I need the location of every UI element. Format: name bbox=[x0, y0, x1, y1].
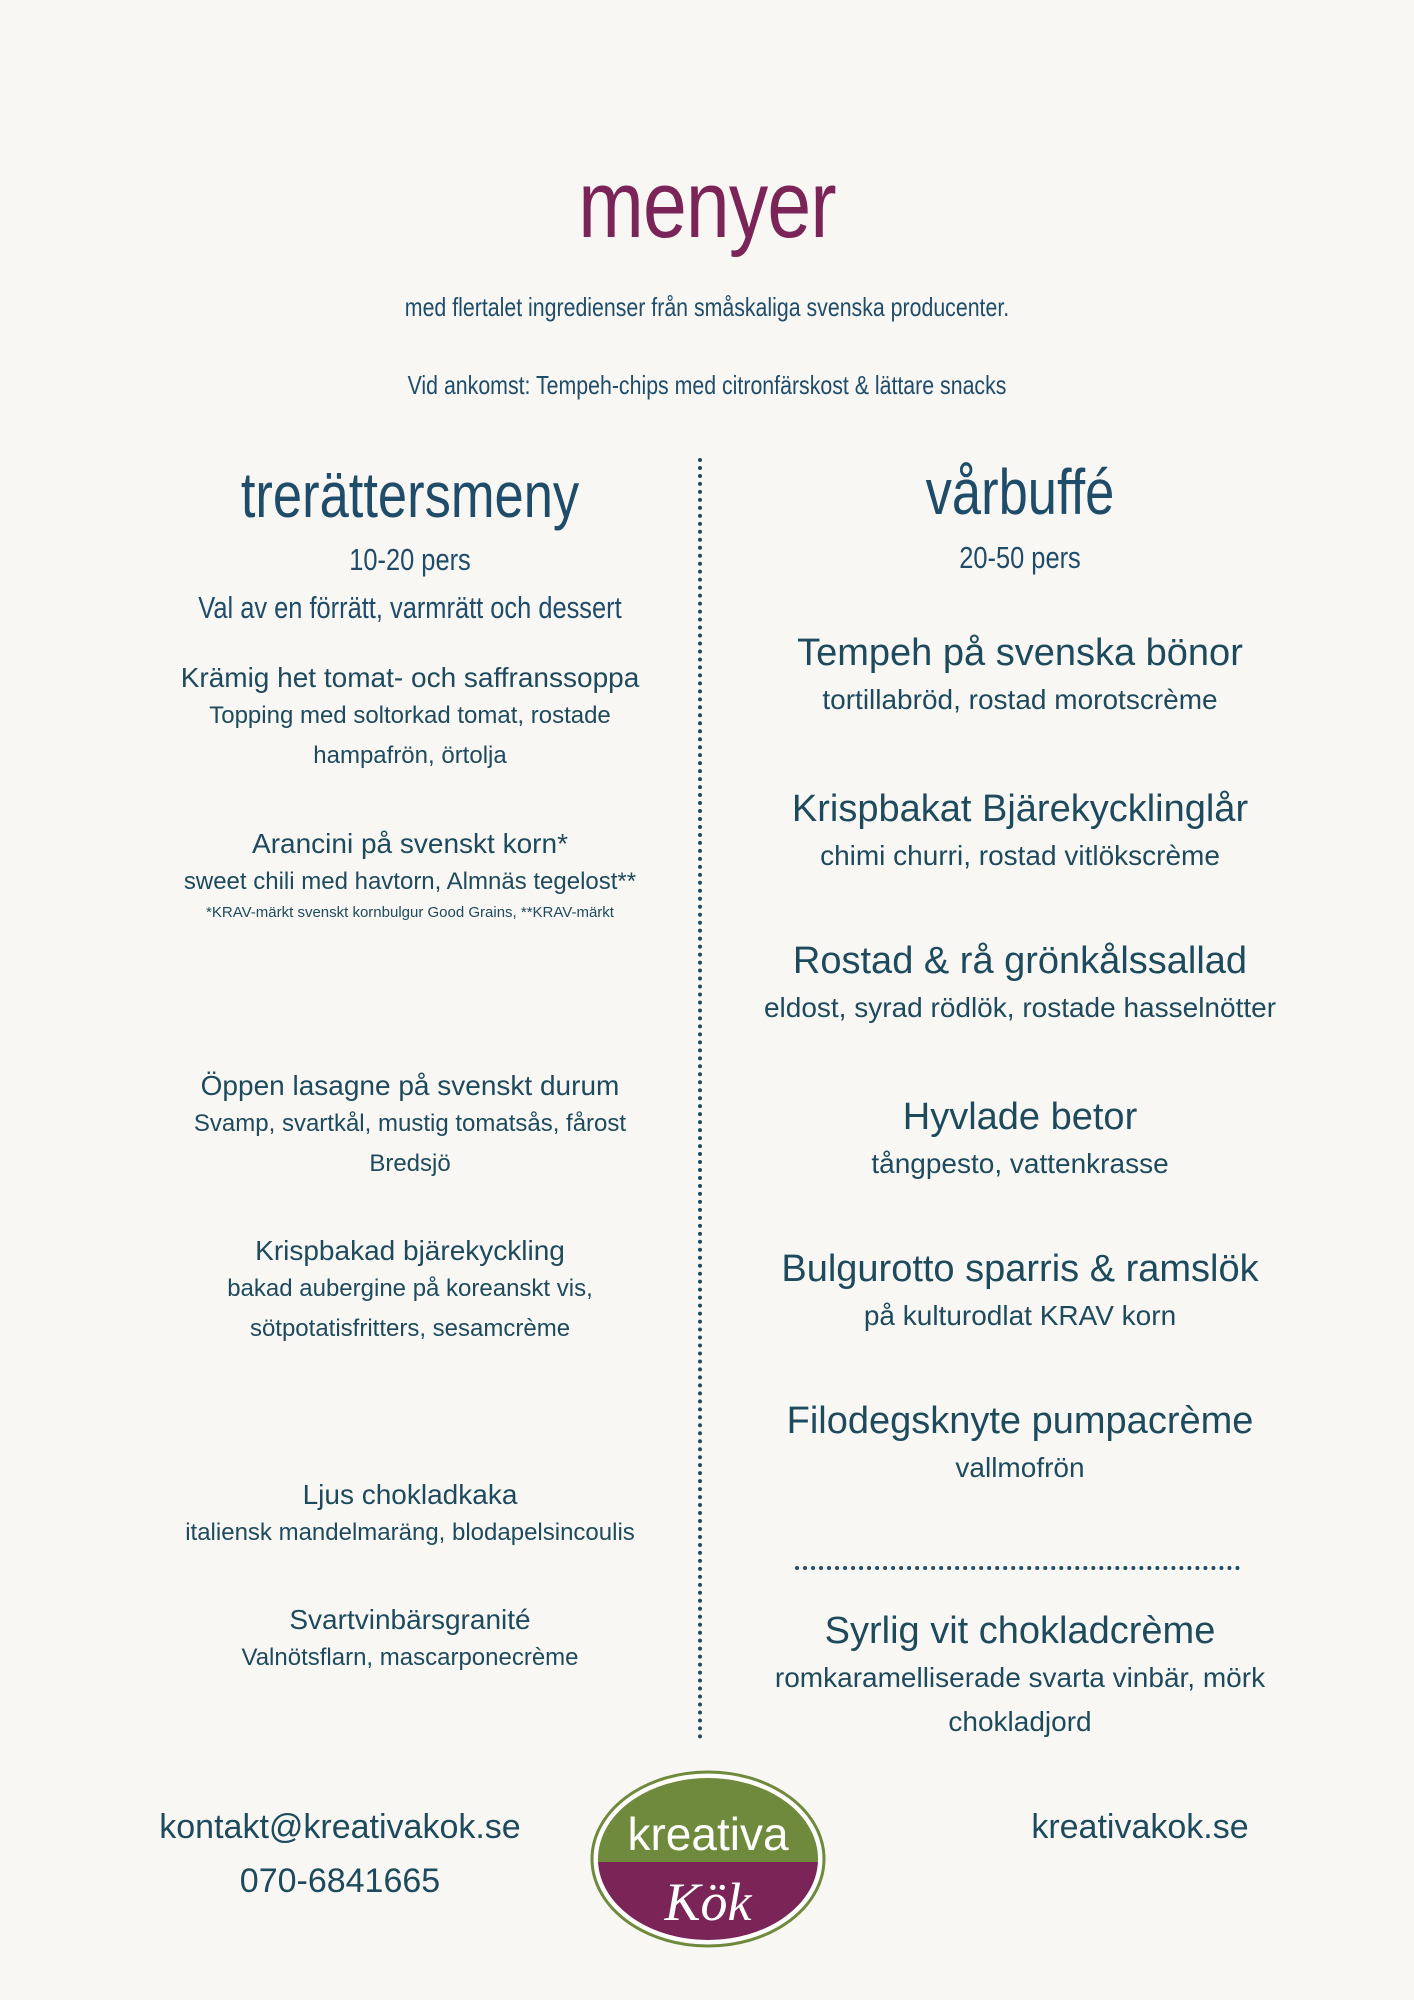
menu-item bbox=[720, 1398, 1320, 1490]
dish-name: Tempeh på svenska bönor bbox=[797, 632, 1243, 674]
contact-phone[interactable]: 070-6841665 bbox=[239, 1862, 441, 1900]
menu-item bbox=[720, 786, 1320, 878]
dessert-separator bbox=[795, 1566, 1240, 1570]
dish-description: Topping med soltorkad tomat, rostade hampafrön, örtolja bbox=[209, 702, 611, 769]
dish-description: tortillabröd, rostad morotscrème bbox=[822, 683, 1218, 715]
dish-description: bakad aubergine på koreanskt vis, sötpotatisfritters, sesamcrème bbox=[227, 1275, 593, 1342]
dish-name: Öppen lasagne på svenskt durum bbox=[200, 1070, 620, 1101]
dish-name: Krispbakat Bjärekycklinglår bbox=[791, 788, 1249, 830]
dish-name: Ljus chokladkaka bbox=[302, 1479, 518, 1510]
column-divider bbox=[698, 458, 702, 1740]
menu-item bbox=[720, 630, 1320, 722]
menu-item bbox=[720, 1094, 1320, 1186]
menu-item bbox=[140, 1233, 680, 1349]
menu-item bbox=[140, 660, 680, 776]
dish-name: Hyvlade betor bbox=[902, 1096, 1138, 1138]
dish-name: Krispbakad bjärekyckling bbox=[255, 1235, 565, 1266]
dish-description: sweet chili med havtorn, Almnäs tegelost** bbox=[183, 868, 637, 896]
menu-item bbox=[720, 1246, 1320, 1338]
dish-description: Valnötsflarn, mascarponecrème bbox=[241, 1644, 579, 1672]
website-link[interactable]: kreativakok.se bbox=[1031, 1808, 1249, 1846]
page-subtitle: med flertalet ingredienser från småskaliga svenska producenter. bbox=[404, 292, 1010, 322]
right-menu-people: 20-50 pers bbox=[959, 540, 1081, 575]
arrival-note: Vid ankomst: Tempeh-chips med citronfärskost & lättare snacks bbox=[407, 370, 1007, 400]
dish-description: Svamp, svartkål, mustig tomatsås, fårost Bredsjö bbox=[193, 1110, 627, 1177]
dish-description: italiensk mandelmaräng, blodapelsincoulis bbox=[185, 1519, 635, 1547]
left-menu-title: trerättersmeny bbox=[240, 459, 580, 531]
left-menu-people: 10-20 pers bbox=[349, 542, 471, 577]
left-menu-choice: Val av en förrätt, varmrätt och dessert bbox=[198, 590, 622, 625]
dish-description: på kulturodlat KRAV korn bbox=[863, 1299, 1177, 1331]
logo-word-top: kreativa bbox=[627, 1808, 789, 1860]
kreativa-kok-logo bbox=[590, 1770, 826, 1948]
menu-item bbox=[140, 1068, 680, 1184]
dish-name: Arancini på svenskt korn* bbox=[252, 828, 568, 859]
menu-item bbox=[140, 1477, 680, 1553]
dish-description: chimi churri, rostad vitlökscrème bbox=[820, 839, 1220, 871]
contact-email[interactable]: kontakt@kreativakok.se bbox=[159, 1808, 521, 1846]
menu-item bbox=[140, 826, 680, 923]
dish-name: Svartvinbärsgranité bbox=[289, 1604, 531, 1635]
menu-item bbox=[140, 1602, 680, 1678]
dish-name: Krämig het tomat- och saffranssoppa bbox=[180, 662, 640, 693]
dish-description: romkaramelliserade svarta vinbär, mörk chokladjord bbox=[774, 1661, 1266, 1738]
dish-name: Bulgurotto sparris & ramslök bbox=[781, 1248, 1259, 1290]
menu-item bbox=[720, 938, 1320, 1030]
dish-name: Syrlig vit chokladcrème bbox=[824, 1610, 1216, 1652]
page-title: menyer bbox=[578, 151, 836, 258]
logo-word-bottom: Kök bbox=[664, 1872, 752, 1932]
dish-description: tångpesto, vattenkrasse bbox=[871, 1147, 1169, 1179]
right-menu-title: vårbuffé bbox=[925, 456, 1115, 528]
dish-name: Rostad & rå grönkålssallad bbox=[792, 940, 1248, 982]
menu-item bbox=[720, 1608, 1320, 1745]
dish-description: vallmofrön bbox=[955, 1451, 1085, 1483]
dish-footnote: *KRAV-märkt svenskt kornbulgur Good Grains, **KRAV-märkt bbox=[206, 903, 614, 921]
dish-description: eldost, syrad rödlök, rostade hasselnötter bbox=[763, 991, 1277, 1023]
dish-name: Filodegsknyte pumpacrème bbox=[786, 1400, 1254, 1442]
